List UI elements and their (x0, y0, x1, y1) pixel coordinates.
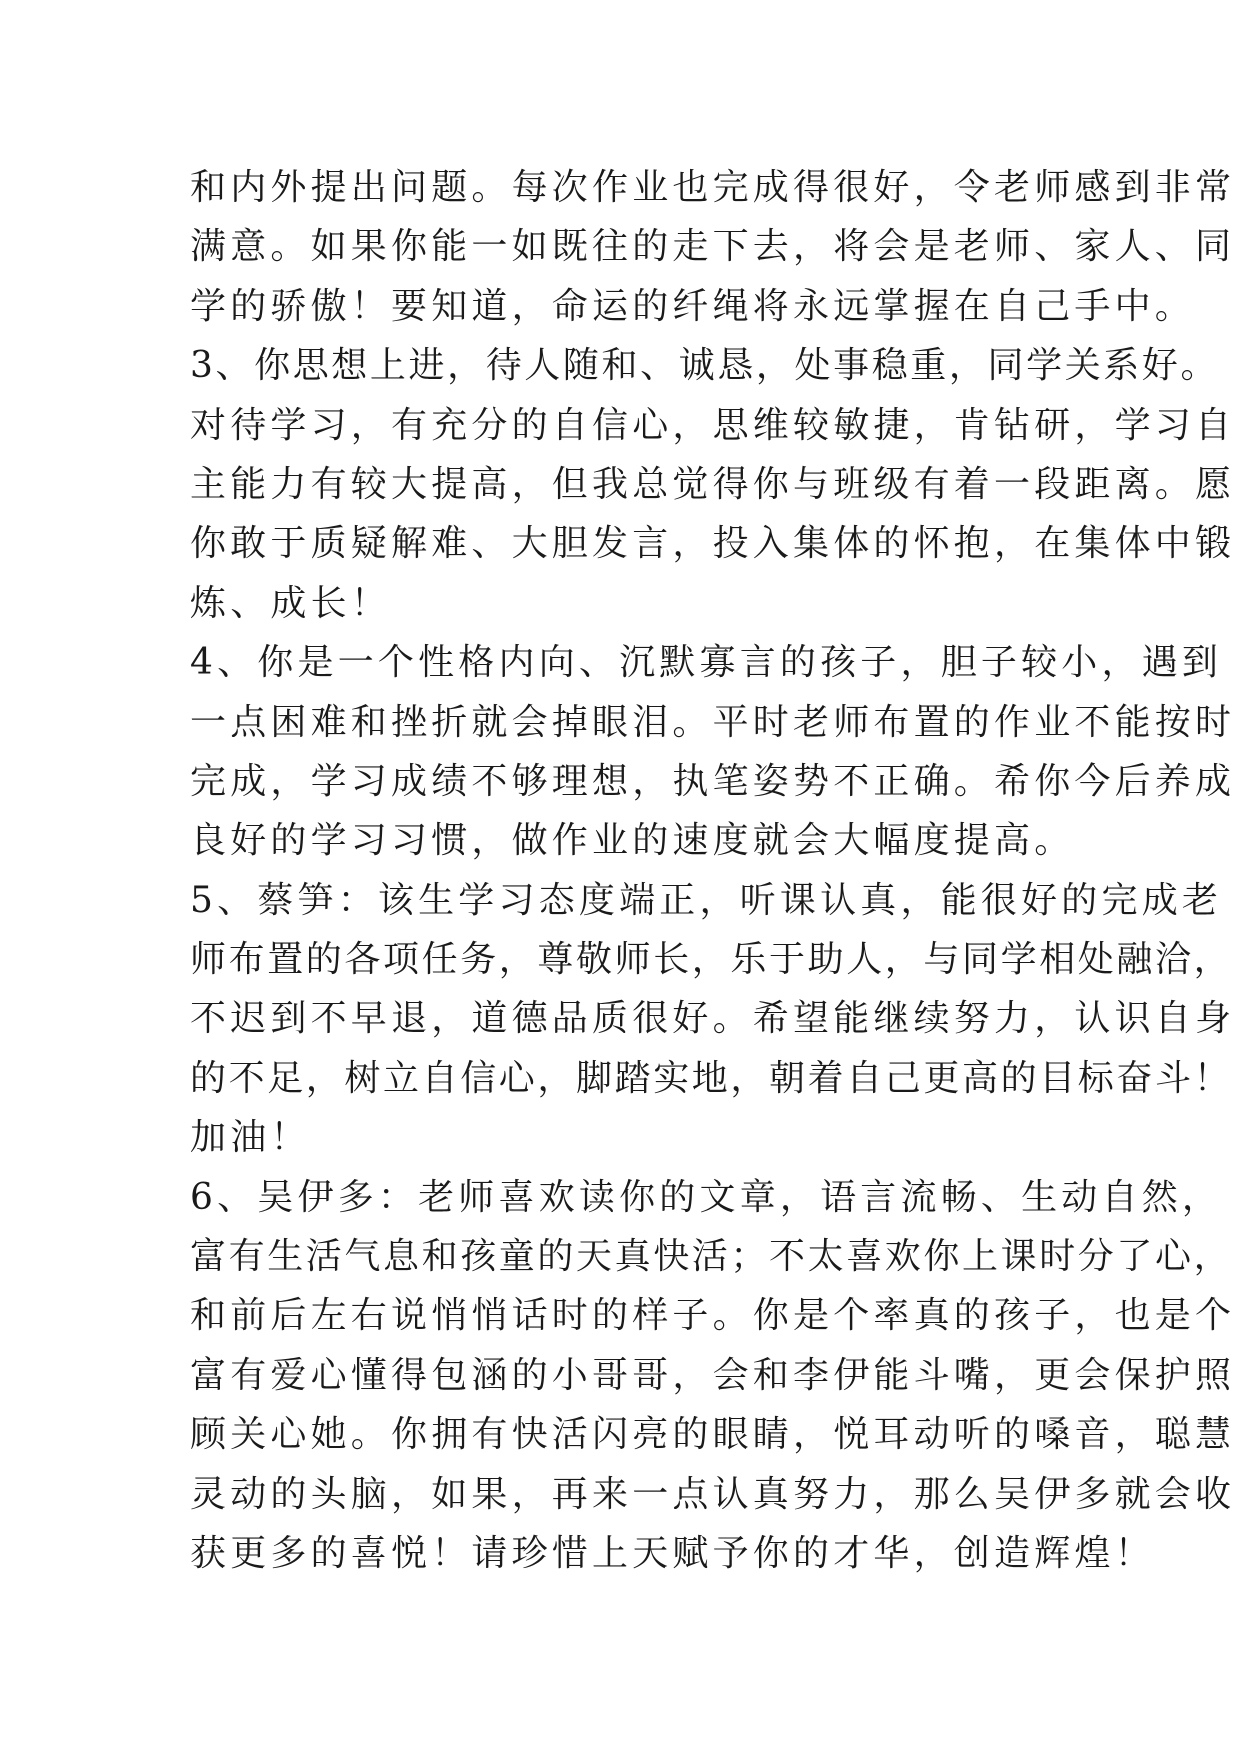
text-line: 顾关心她。你拥有快活闪亮的眼睛，悦耳动听的嗓音，聪慧 (190, 1414, 1236, 1456)
text-line: 良好的学习习惯，做作业的速度就会大幅度提高。 (190, 820, 1075, 862)
text-line: 富有生活气息和孩童的天真快活；不太喜欢你上课时分了心， (190, 1236, 1233, 1278)
text-line: 4、你是一个性格内向、沉默寡言的孩子，胆子较小，遇到 (190, 642, 1223, 684)
text-line: 富有爱心懂得包涵的小哥哥，会和李伊能斗嘴，更会保护照 (190, 1354, 1236, 1396)
text-line: 学的骄傲！要知道，命运的纤绳将永远掌握在自己手中。 (190, 285, 1196, 327)
text-line: 完成，学习成绩不够理想，执笔姿势不正确。希你今后养成 (190, 760, 1236, 802)
text-line: 师布置的各项任务，尊敬师长，乐于助人，与同学相处融洽， (190, 939, 1233, 981)
text-line: 主能力有较大提高，但我总觉得你与班级有着一段距离。愿 (190, 463, 1236, 505)
text-line: 对待学习，有充分的自信心，思维较敏捷，肯钻研，学习自 (190, 404, 1236, 446)
text-line: 6、吴伊多：老师喜欢读你的文章，语言流畅、生动自然， (190, 1176, 1223, 1218)
text-line: 灵动的头脑，如果，再来一点认真努力，那么吴伊多就会收 (190, 1473, 1236, 1515)
text-line: 和内外提出问题。每次作业也完成得很好，令老师感到非常 (190, 167, 1236, 208)
text-line: 5、蔡笋：该生学习态度端正，听课认真，能很好的完成老 (190, 879, 1223, 921)
text-line: 3、你思想上进，待人随和、诚恳，处事稳重，同学关系好。 (190, 345, 1220, 387)
text-line: 获更多的喜悦！请珍惜上天赋予你的才华，创造辉煌！ (190, 1532, 1155, 1574)
text-line: 炼、成长！ (190, 582, 392, 624)
text-line: 不迟到不早退，道德品质很好。希望能继续努力，认识自身 (190, 998, 1236, 1040)
text-line: 和前后左右说悄悄话时的样子。你是个率真的孩子，也是个 (190, 1295, 1236, 1337)
text-line: 一点困难和挫折就会掉眼泪。平时老师布置的作业不能按时 (190, 701, 1236, 743)
text-line: 你敢于质疑解难、大胆发言，投入集体的怀抱，在集体中锻 (190, 523, 1236, 565)
text-line: 的不足，树立自信心，脚踏实地，朝着自己更高的目标奋斗！ (190, 1057, 1233, 1099)
document-body (190, 158, 1236, 1583)
text-line: 加油！ (190, 1117, 311, 1159)
text-line: 满意。如果你能一如既往的走下去，将会是老师、家人、同 (190, 226, 1236, 268)
